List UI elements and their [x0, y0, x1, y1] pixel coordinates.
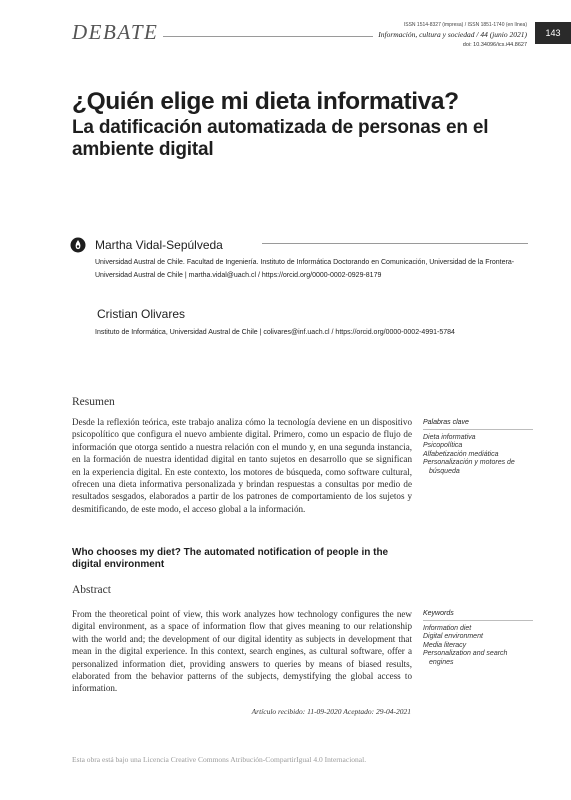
page-number: 143	[535, 22, 571, 44]
resumen-text: Desde la reflexión teórica, este trabajo analiza cómo la tecnología deviene en un dispositivo psicopolítico que configura el nuevo ambiente digital. Primero, como un espacio de flujo de información que otorga sentido a nuestra relación con el mundo y, en una segunda instancia, en la formación de nuestra identidad digital en tanto sujetos en desarrollo que se significan en la experiencia digital. En este contexto, los motores de búsqueda, como software cultural, ofrecen una dieta informativa personalizada y brindan respuestas a consultas por medio de resultados sesgados, elaborados a partir de los patrones de comportamiento de los sujetos y desmitificando, de este modo, el acceso global a la información.	[72, 417, 412, 514]
keywords-box	[423, 610, 533, 667]
doi-line[interactable]: doi: 10.34096/ics.i44.8627	[462, 42, 527, 48]
license-footer[interactable]: Esta obra está bajo una Licencia Creative Commons Atribución-CompartirIgual 4.0 Internacional.	[72, 755, 367, 764]
author-affiliation-1: Universidad Austral de Chile. Facultad de Ingeniería. Instituto de Informática Doctorando en Comunicación, Universidad de la Frontera- Universidad Austral de Chile | martha.vidal@uach.cl / https://orcid.org/0000-0002-0929-8179	[95, 259, 515, 279]
keywords-title: Keywords	[423, 610, 533, 621]
article-dates: Artículo recibido: 11-09-2020 Aceptado: 29-04-2021	[251, 707, 411, 716]
journal-meta	[378, 20, 527, 50]
issn-line: ISSN 1514-8327 (impresa) / ISSN 1851-1740 (en línea)	[403, 22, 527, 28]
keyword-item: Media literacy	[423, 641, 467, 649]
palabras-clave-box	[423, 419, 533, 476]
keyword-item: Psicopolítica	[423, 442, 463, 450]
abstract-heading: Abstract	[72, 584, 111, 596]
keyword-item: Dieta informativa	[423, 434, 476, 441]
keyword-item: Personalización y motores de búsqueda	[423, 459, 515, 475]
article-subtitle: La datificación automatizada de personas en el ambiente digital	[72, 117, 489, 160]
keyword-item: Alfabetización mediática	[423, 450, 499, 458]
section-tag: DEBATE	[72, 20, 159, 44]
palabras-clave-list	[423, 434, 533, 476]
keywords-list	[423, 625, 533, 667]
author-affiliation-2: Instituto de Informática, Universidad Austral de Chile | colivares@inf.uach.cl / https://orcid.org/0000-0002-4991-5784	[95, 329, 455, 336]
keyword-item: Personalization and search engines	[423, 650, 508, 666]
keyword-item: Information diet	[423, 625, 472, 632]
author-rule	[262, 243, 528, 244]
palabras-clave-title: Palabras clave	[423, 419, 533, 430]
journal-line: Información, cultura y sociedad / 44 (junio 2021)	[378, 30, 527, 39]
header-rule	[163, 36, 373, 37]
article-title: ¿Quién elige mi dieta informativa?	[72, 88, 459, 115]
abstract-text: From the theoretical point of view, this work analyzes how technology configures the new digital environment, as a space of information flow that gives meaning to our relationship with the world and; the development of our digital identity as subjects in development that mean in the digital experience. In this context, search engines, as cultural software, offer a personalized information diet, providing answers to queries by means of biased results, elaborated from the behavior patterns of the subjects, demystifying the global access to information.	[72, 609, 412, 694]
keyword-item: Digital environment	[423, 633, 483, 641]
author-name-2: Cristian Olivares	[97, 307, 186, 321]
resumen-heading: Resumen	[72, 396, 115, 408]
author-marker-icon	[70, 237, 86, 253]
english-title: Who chooses my diet? The automated notification of people in the digital environment	[72, 547, 389, 570]
author-name-1: Martha Vidal-Sepúlveda	[95, 238, 223, 252]
